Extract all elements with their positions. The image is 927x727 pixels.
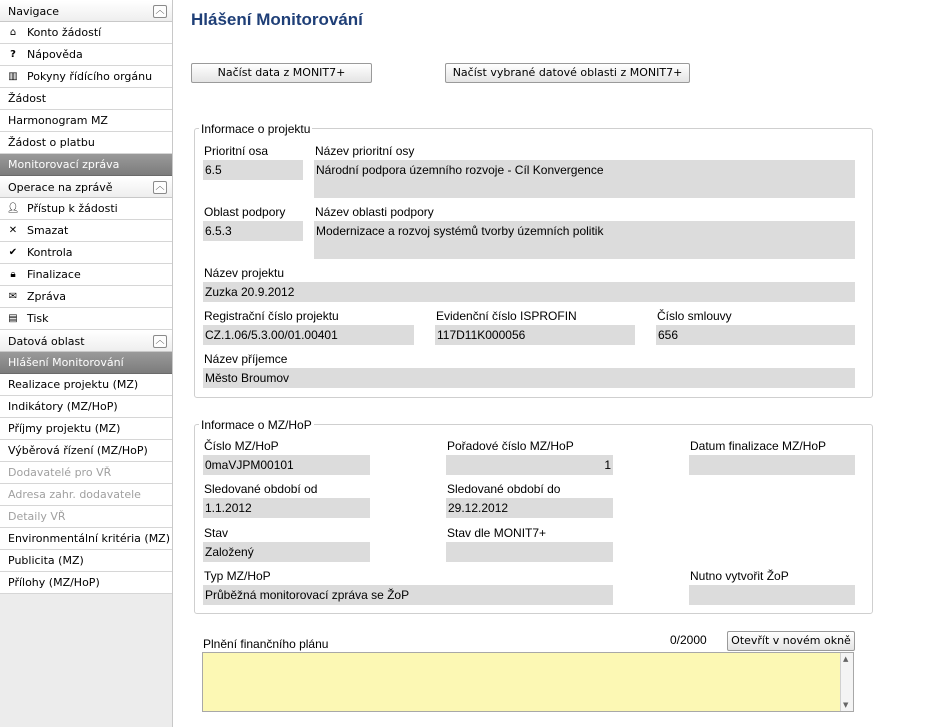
datum-finalizace-label: Datum finalizace MZ/HoP [690,439,827,453]
sidebar-item-konto[interactable] [0,22,172,44]
poradove-label: Pořadové číslo MZ/HoP [447,439,574,453]
sidebar-item-datova: Adresa zahr. dodavatele [0,484,172,506]
prijemce-label: Název příjemce [204,352,288,366]
financni-plan-label: Plnění finančního plánu [203,637,329,651]
print-icon: ▤ [8,313,18,324]
sidebar-item-hlaseni[interactable]: Hlášení Monitorování [0,352,172,374]
smlouva-label: Číslo smlouvy [657,309,732,323]
sidebar-item-napoveda[interactable] [0,44,172,66]
main-content [173,0,927,727]
sidebar-item-datova[interactable]: Přílohy (MZ/HoP) [0,572,172,594]
sidebar-item-datova[interactable]: Realizace projektu (MZ) [0,374,172,396]
typ-mz-value: Průběžná monitorovací zpráva se ŽoP [203,585,613,605]
sidebar-section-label: Navigace [8,5,60,18]
sidebar-item-label: Konto žádostí [27,26,102,39]
sidebar-item-label: Nápověda [27,48,83,61]
sidebar-item-datova: Detaily VŘ [0,506,172,528]
delete-icon: ✕ [8,225,18,236]
book-icon: ▥ [8,71,18,82]
lock-icon: 🔒︎ [10,269,16,280]
reg-cislo-value: CZ.1.06/5.3.00/01.00401 [203,325,414,345]
sidebar-item-label: Přístup k žádosti [27,202,118,215]
sidebar-item-kontrola[interactable] [0,242,172,264]
sidebar-item-pokyny[interactable] [0,66,172,88]
sidebar-section-navigace[interactable] [0,0,172,22]
nazev-oblasti-value: Modernizace a rozvoj systémů tvorby územních politik [314,221,855,259]
open-new-window-button[interactable]: Otevřít v novém okně [727,631,855,651]
nazev-projektu-label: Název projektu [204,266,285,280]
sidebar-item-label: Tisk [27,312,49,325]
nazev-osy-value: Národní podpora územního rozvoje - Cíl Konvergence [314,160,855,198]
page-title: Hlášení Monitorování [191,10,363,29]
sidebar-item-monitorovaci-zprava[interactable]: Monitorovací zpráva [0,154,172,176]
collapse-icon[interactable]: ︿ [153,181,167,194]
sidebar-item-smazat[interactable] [0,220,172,242]
nazev-osy-label: Název prioritní osy [315,144,415,158]
mz-info-legend: Informace o MZ/HoP [201,418,312,432]
scroll-up-icon[interactable]: ▲ [843,655,849,663]
collapse-icon[interactable]: ︿ [153,5,167,18]
obdobi-do-value: 29.12.2012 [446,498,613,518]
sidebar-item-zprava[interactable] [0,286,172,308]
report-icon: ✉ [8,291,18,302]
stav-monit-value [446,542,613,562]
prioritni-osa-value: 6.5 [203,160,303,180]
stav-monit-label: Stav dle MONIT7+ [447,526,547,540]
sidebar-item-datova[interactable]: Indikátory (MZ/HoP) [0,396,172,418]
obdobi-od-value: 1.1.2012 [203,498,370,518]
sidebar-section-operace[interactable] [0,176,172,198]
datum-finalizace-value [689,455,855,475]
scroll-down-icon[interactable]: ▼ [843,701,849,709]
sidebar-section-datova[interactable] [0,330,172,352]
sidebar-item-tisk[interactable] [0,308,172,330]
typ-mz-label: Typ MZ/HoP [204,569,271,583]
reg-cislo-label: Registrační číslo projektu [204,309,339,323]
nazev-oblasti-label: Název oblasti podpory [315,205,434,219]
sidebar-item-label: Finalizace [27,268,81,281]
sidebar-item-datova[interactable]: Výběrová řízení (MZ/HoP) [0,440,172,462]
financni-plan-textarea[interactable] [202,652,854,712]
sidebar-item-harmonogram[interactable]: Harmonogram MZ [0,110,172,132]
nutno-zop-label: Nutno vytvořit ŽoP [690,569,789,583]
poradove-value: 1 [446,455,613,475]
sidebar-item-label: Smazat [27,224,69,237]
sidebar-section-label: Operace na zprávě [8,181,113,194]
sidebar [0,0,173,727]
sidebar-section-label: Datová oblast [8,335,85,348]
sidebar-item-datova: Dodavatelé pro VŘ [0,462,172,484]
nazev-projektu-value: Zuzka 20.9.2012 [203,282,855,302]
sidebar-item-finalizace[interactable] [0,264,172,286]
obdobi-do-label: Sledované období do [447,482,561,496]
home-icon: ⌂ [9,27,17,38]
obdobi-od-label: Sledované období od [204,482,318,496]
load-data-button[interactable]: Načíst data z MONIT7+ [191,63,372,83]
smlouva-value: 656 [656,325,855,345]
stav-value: Založený [203,542,370,562]
collapse-icon[interactable]: ︿ [153,335,167,348]
check-icon: ✔ [8,247,18,258]
question-icon: ? [10,49,16,60]
sidebar-item-zadost[interactable]: Žádost [0,88,172,110]
cislo-mz-label: Číslo MZ/HoP [204,439,279,453]
sidebar-item-datova[interactable]: Příjmy projektu (MZ) [0,418,172,440]
sidebar-item-label: Pokyny řídícího orgánu [27,70,153,83]
isprofin-value: 117D11K000056 [435,325,635,345]
prijemce-value: Město Broumov [203,368,855,388]
textarea-scrollbar[interactable] [840,653,853,711]
sidebar-item-pristup[interactable] [0,198,172,220]
sidebar-item-label: Zpráva [27,290,67,303]
sidebar-item-datova[interactable]: Publicita (MZ) [0,550,172,572]
isprofin-label: Evidenční číslo ISPROFIN [436,309,577,323]
load-selected-button[interactable]: Načíst vybrané datové oblasti z MONIT7+ [445,63,690,83]
oblast-podpory-value: 6.5.3 [203,221,303,241]
cislo-mz-value: 0maVJPM00101 [203,455,370,475]
oblast-podpory-label: Oblast podpory [204,205,286,219]
user-icon: 👤︎ [6,203,20,214]
nutno-zop-value [689,585,855,605]
char-counter: 0/2000 [670,633,707,647]
sidebar-item-label: Kontrola [27,246,73,259]
stav-label: Stav [204,526,229,540]
sidebar-item-zadost-o-platbu[interactable]: Žádost o platbu [0,132,172,154]
project-info-legend: Informace o projektu [201,122,311,136]
prioritni-osa-label: Prioritní osa [204,144,269,158]
sidebar-item-datova[interactable]: Environmentální kritéria (MZ) [0,528,172,550]
